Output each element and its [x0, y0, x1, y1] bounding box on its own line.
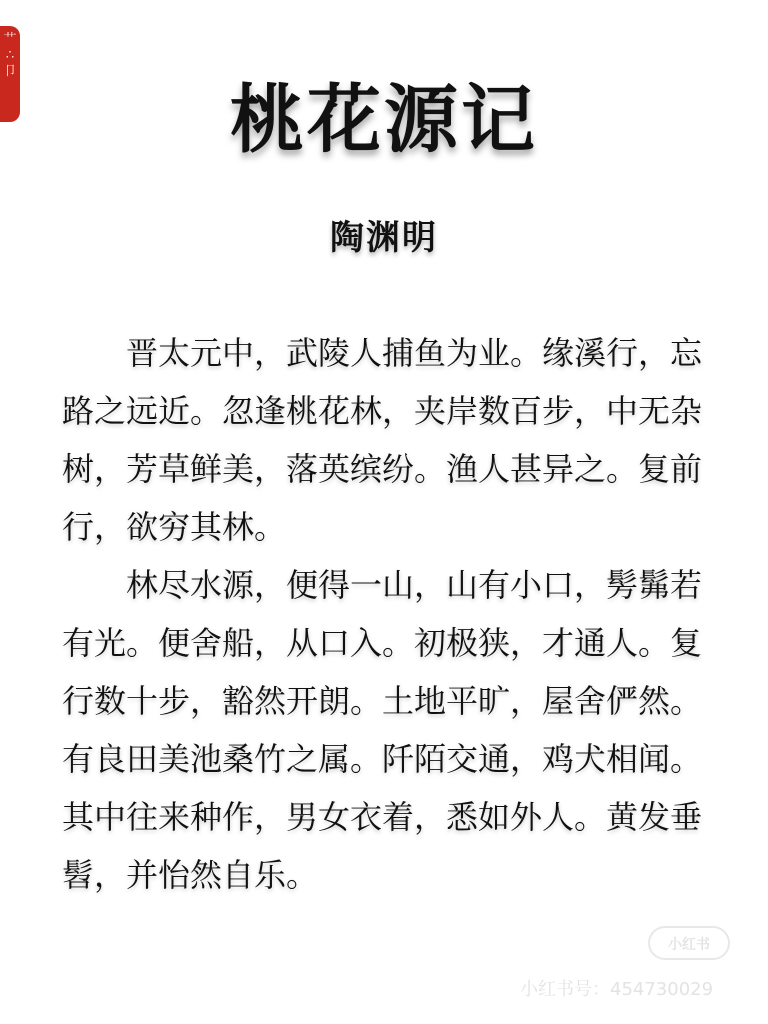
seal-lettering: ⺾ ∴ 卩 [3, 32, 17, 79]
article-body [62, 324, 712, 904]
paragraph-2: 林尽水源，便得一山，山有小口，髣髴若有光。便舍船，从口入。初极狭，才通人。复行数十步，豁然开朗。土地平旷，屋舍俨然。有良田美池桑竹之属。阡陌交通，鸡犬相闻。其中往来种作，男女衣着，悉如外人。黄发垂髫，并怡然自乐。 [62, 566, 703, 894]
watermark-logo: 小红书 [648, 926, 730, 960]
page-title: 桃花源记 [230, 77, 538, 163]
author-name: 陶渊明 [330, 218, 438, 258]
watermark-id: 小红书号：454730029 [520, 979, 714, 1000]
paragraph-1: 晋太元中，武陵人捕鱼为业。缘溪行，忘路之远近。忽逢桃花林，夹岸数百步，中无杂树，芳草鲜美，落英缤纷。渔人甚异之。复前行，欲穷其林。 [62, 334, 703, 546]
